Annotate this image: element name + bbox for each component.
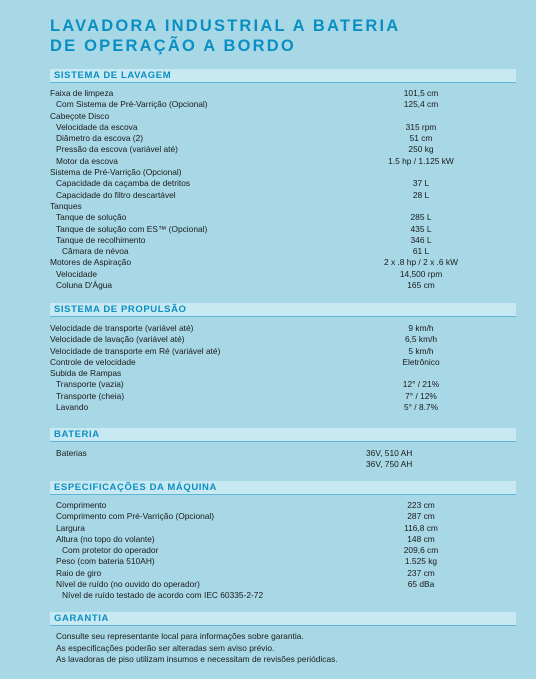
spec-row <box>50 511 520 522</box>
spec-row <box>50 459 520 470</box>
spec-value: 51 cm <box>409 133 433 144</box>
spec-label: Peso (com bateria 510AH) <box>56 556 155 567</box>
spec-label: Faixa de limpeza <box>50 88 114 98</box>
spec-row <box>50 167 520 178</box>
spec-row <box>50 111 520 122</box>
spec-label: Comprimento <box>56 500 107 510</box>
spec-label: Tanque de recolhimento <box>56 234 146 245</box>
spec-label: Tanque de solução com ES™ (Opcional) <box>56 223 208 234</box>
spec-value: 12° / 21% <box>402 379 440 390</box>
spec-label: Largura <box>56 522 85 533</box>
spec-label: Velocidade <box>56 268 97 279</box>
spec-row <box>50 334 520 345</box>
spec-row <box>50 534 520 545</box>
spec-label: Diâmetro da escova (2) <box>56 133 144 144</box>
spec-label: Transporte (cheia) <box>56 390 125 401</box>
spec-row <box>50 144 520 155</box>
spec-label: Subida de Rampas <box>50 368 122 379</box>
spec-label: Raio de giro <box>56 567 102 578</box>
title-line-2: DE OPERAÇÃO A BORDO <box>50 37 296 55</box>
spec-label: Sistema de Pré-Varrição (Opcional) <box>50 167 182 178</box>
spec-value: 165 cm <box>407 280 435 291</box>
spec-table-maquina <box>50 500 520 602</box>
spec-row <box>50 212 520 223</box>
spec-label: Lavando <box>56 402 89 413</box>
spec-value: 125,4 cm <box>403 99 439 110</box>
spec-value: 1.5 hp / 1.125 kW <box>388 155 454 166</box>
section-heading-garantia: GARANTIA <box>50 612 516 626</box>
spec-label: Nível de ruído testado de acordo com IEC 60335-2-72 <box>62 590 264 601</box>
spec-value: 209,6 cm <box>403 545 439 556</box>
section-heading-bateria: BATERIA <box>50 428 516 442</box>
spec-row <box>50 568 520 579</box>
spec-label: Capacidade da caçamba de detritos <box>56 178 191 189</box>
warranty-note: As lavadoras de piso utilizam insumos e necessitam de revisões periódicas. <box>56 654 338 664</box>
spec-value: 36V, 750 AH <box>366 459 413 470</box>
spec-label: Motores de Aspiração <box>50 257 132 268</box>
spec-row <box>50 579 520 590</box>
spec-label: Coluna D'Água <box>56 280 113 291</box>
spec-label: Velocidade de lavação (variável até) <box>50 334 185 345</box>
spec-label: Controle de velocidade <box>50 356 136 367</box>
spec-value: 5° / 8.7% <box>403 402 439 413</box>
spec-value: 6,5 km/h <box>404 334 438 345</box>
spec-row <box>50 391 520 402</box>
spec-value: 61 L <box>412 246 430 257</box>
spec-label: Motor da escova <box>56 155 118 166</box>
spec-value: 9 km/h <box>408 323 434 333</box>
spec-value: 435 L <box>410 223 432 234</box>
spec-value: 116,8 cm <box>404 522 438 533</box>
spec-label: Capacidade do filtro descartável <box>56 189 176 200</box>
spec-label: Velocidade de transporte (variável até) <box>50 323 194 333</box>
spec-row <box>50 269 520 280</box>
spec-row <box>50 156 520 167</box>
spec-value: 346 L <box>410 234 432 245</box>
spec-value: 65 dBa <box>407 579 435 590</box>
spec-label: Transporte (vazia) <box>56 379 124 390</box>
spec-row <box>50 122 520 133</box>
spec-value: Eletrônico <box>402 356 440 367</box>
spec-row <box>50 346 520 357</box>
spec-row <box>50 368 520 379</box>
spec-value: 14,500 rpm <box>399 268 443 279</box>
spec-value: 7° / 12% <box>405 390 437 401</box>
spec-value: 148 cm <box>407 533 435 544</box>
document-title <box>50 16 400 56</box>
spec-value: 101,5 cm <box>403 88 439 98</box>
spec-label: Velocidade de transporte em Ré (variável até) <box>50 345 221 356</box>
spec-row <box>50 500 520 511</box>
spec-row <box>50 402 520 413</box>
spec-row <box>50 88 520 99</box>
warranty-note: Consulte seu representante local para informações sobre garantia. <box>56 631 304 641</box>
spec-row <box>50 133 520 144</box>
spec-label: Nível de ruído (no ouvido do operador) <box>56 579 200 590</box>
spec-label: Tanques <box>50 200 82 211</box>
spec-value: 5 km/h <box>408 345 434 356</box>
spec-label: Pressão da escova (variável até) <box>56 144 178 155</box>
spec-label: Comprimento com Pré-Varrição (Opcional) <box>56 511 215 522</box>
spec-row <box>50 357 520 368</box>
spec-value: 36V, 510 AH <box>366 448 413 458</box>
spec-value: 2 x .8 hp / 2 x .6 kW <box>383 257 458 268</box>
warranty-notes <box>56 631 338 666</box>
spec-value: 37 L <box>412 178 430 189</box>
spec-row <box>50 280 520 291</box>
spec-row <box>50 379 520 390</box>
spec-label: Cabeçote Disco <box>50 110 110 121</box>
section-heading-maquina: ESPECIFICAÇÕES DA MÁQUINA <box>50 481 516 495</box>
spec-row <box>50 235 520 246</box>
spec-row <box>50 201 520 212</box>
spec-value: 237 cm <box>407 567 435 578</box>
spec-label: Com protetor do operador <box>62 545 159 556</box>
spec-label: Câmara de névoa <box>62 246 129 257</box>
spec-value: 223 cm <box>407 500 435 510</box>
spec-table-propulsao <box>50 323 520 413</box>
spec-label: Altura (no topo do volante) <box>56 533 155 544</box>
section-heading-lavagem: SISTEMA DE LAVAGEM <box>50 69 516 83</box>
spec-table-lavagem <box>50 88 520 291</box>
spec-table-bateria <box>50 448 520 471</box>
warranty-note: As especificações poderão ser alteradas sem aviso prévio. <box>56 642 275 653</box>
spec-value: 250 kg <box>408 144 434 155</box>
spec-row <box>50 590 520 601</box>
spec-row <box>50 556 520 567</box>
spec-row <box>50 323 520 334</box>
spec-row <box>50 257 520 268</box>
spec-value: 285 L <box>410 212 432 223</box>
spec-row <box>50 246 520 257</box>
spec-value: 315 rpm <box>405 121 437 132</box>
spec-row <box>50 523 520 534</box>
title-line-1: LAVADORA INDUSTRIAL A BATERIA <box>50 17 401 35</box>
spec-row <box>50 190 520 201</box>
spec-value: 1.525 kg <box>404 556 438 567</box>
spec-label: Baterias <box>56 448 87 458</box>
spec-label: Velocidade da escova <box>56 121 138 132</box>
spec-row <box>50 178 520 189</box>
spec-value: 28 L <box>412 189 430 200</box>
spec-label: Com Sistema de Pré-Varrição (Opcional) <box>56 99 208 110</box>
spec-row <box>50 448 520 459</box>
spec-value: 287 cm <box>407 511 435 522</box>
spec-row <box>50 545 520 556</box>
spec-label: Tanque de solução <box>56 212 127 223</box>
section-heading-propulsao: SISTEMA DE PROPULSÃO <box>50 303 516 317</box>
spec-row <box>50 99 520 110</box>
spec-row <box>50 224 520 235</box>
